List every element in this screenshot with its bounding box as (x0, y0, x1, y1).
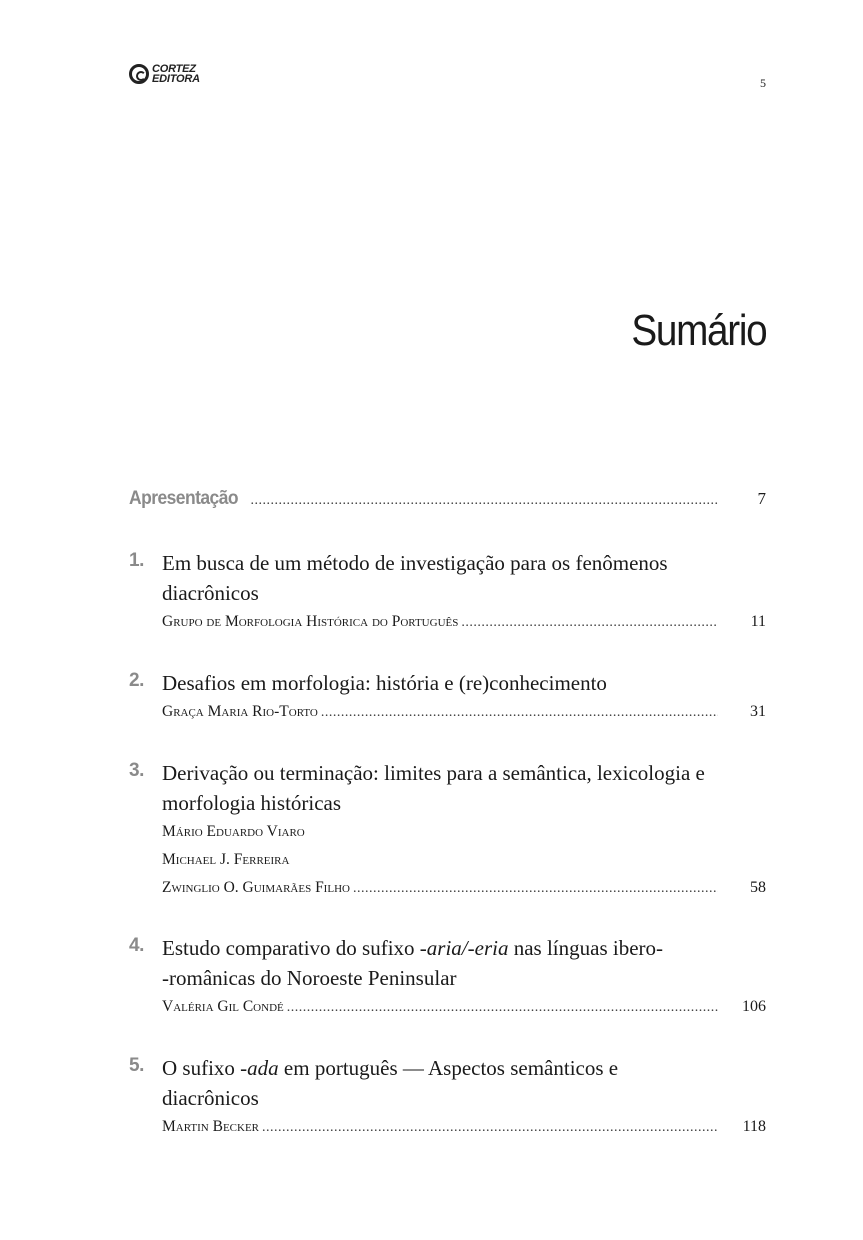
leader-dots (250, 493, 718, 509)
chapter-author: Zwinglio O. Guimarães Filho (162, 879, 350, 896)
toc-page-number: 106 (742, 998, 766, 1015)
chapter-author: Valéria Gil Condé (162, 998, 284, 1015)
toc-entry-chapter-4[interactable] (129, 933, 766, 1022)
leader-dots (262, 1114, 718, 1142)
chapter-author: Martin Becker (162, 1118, 259, 1135)
publisher-logo-text: CORTEZ EDITORA (152, 63, 200, 85)
toc-entry-chapter-5[interactable] (129, 1053, 766, 1142)
toc-page-number: 58 (750, 879, 766, 896)
toc-entry-chapter-3[interactable] (129, 758, 766, 903)
chapter-author: Graça Maria Rio-Torto (162, 703, 318, 720)
chapter-number: 3. (129, 760, 144, 781)
toc-entry-label: Apresentação (129, 488, 238, 509)
publisher-logo-icon (129, 64, 149, 84)
chapter-title: Derivação ou terminação: limites para a semântica, lexicologia e morfologia históricas (162, 761, 705, 815)
chapter-number: 4. (129, 935, 144, 956)
chapter-title: Desafios em morfologia: história e (re)conhecimento (162, 671, 607, 695)
toc-entry-chapter-2[interactable] (129, 668, 766, 727)
leader-dots (353, 875, 718, 903)
leader-dots (287, 994, 718, 1022)
page-title: Sumário (631, 306, 766, 355)
chapter-number: 2. (129, 670, 144, 691)
chapter-author: Michael J. Ferreira (162, 851, 290, 868)
chapter-author: Mário Eduardo Viaro (162, 823, 305, 840)
suffix-italic: aria/-eria (426, 936, 509, 960)
chapter-number: 5. (129, 1055, 144, 1076)
chapter-title: Estudo comparativo do sufixo -aria/-eria nas línguas ibero- -românicas do Noroeste Peninsular (162, 936, 664, 990)
toc-page-number: 118 (742, 1118, 766, 1135)
toc-page-number: 7 (757, 489, 766, 508)
publisher-logo (129, 64, 200, 84)
toc-entry-chapter-1[interactable] (129, 548, 766, 637)
chapter-author: Grupo de Morfologia Histórica do Português (162, 613, 459, 630)
suffix-italic: ada (247, 1056, 279, 1080)
leader-dots (321, 699, 718, 727)
toc-entry-intro[interactable] (129, 488, 766, 510)
page-number: 5 (760, 76, 766, 90)
toc-page-number: 31 (750, 703, 766, 720)
chapter-number: 1. (129, 550, 144, 571)
chapter-title: O sufixo -ada em português — Aspectos semânticos e diacrônicos (162, 1056, 619, 1110)
leader-dots (461, 609, 718, 637)
chapter-title: Em busca de um método de investigação para os fenômenos diacrônicos (162, 551, 668, 605)
toc-page-number: 11 (750, 613, 766, 630)
